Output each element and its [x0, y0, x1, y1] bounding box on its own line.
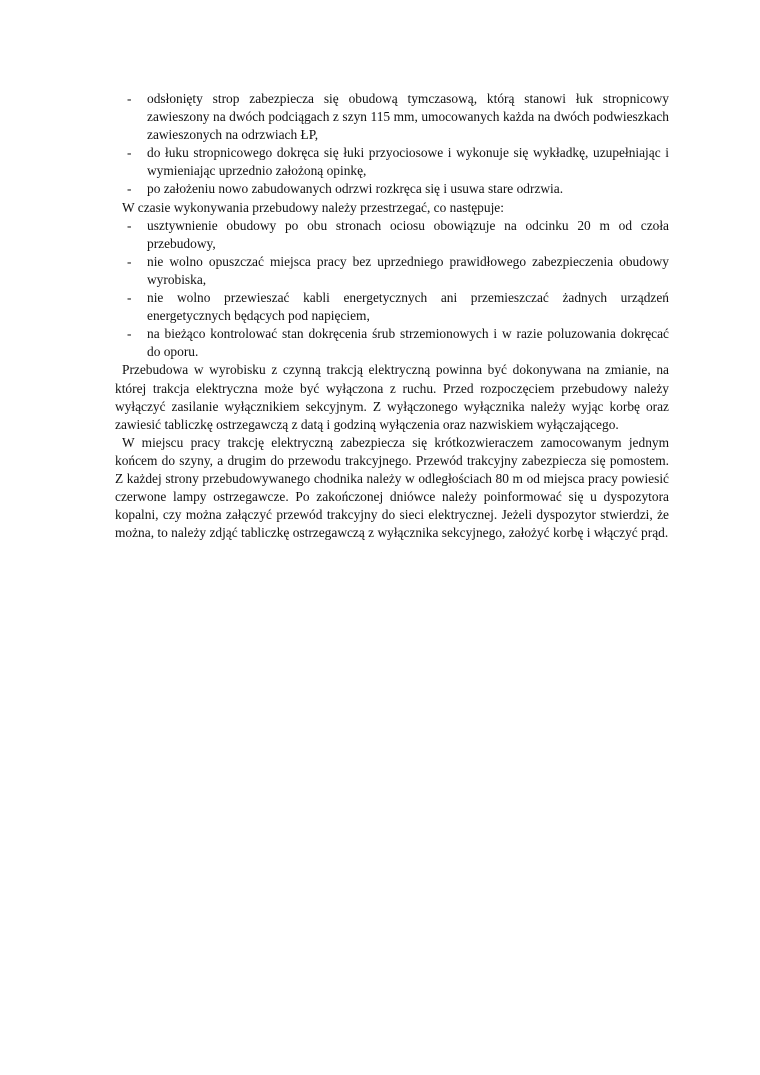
paragraph: Przebudowa w wyrobisku z czynną trakcją elektryczną powinna być dokonywana na zmianie, na której trakcja elektryczna może być wyłączona z ruchu. Przed rozpoczęciem przebudowy należy wyłączyć zasilanie wyłącznikiem sekcyjnym. Z wyłączonego wyłącznika należy wyjąc korbę oraz zawiesić tabliczkę ostrzegawczą z datą i godziną wyłączenia oraz nazwiskiem wyłączającego.: [115, 362, 669, 432]
list-item: - po założeniu nowo zabudowanych odrzwi rozkręca się i usuwa stare odrzwia.: [127, 180, 669, 198]
steps-list: [127, 90, 669, 199]
paragraph: W miejscu pracy trakcję elektryczną zabezpiecza się krótkozwieraczem zamocowanym jednym końcem do szyny, a drugim do przewodu trakcyjnego. Przewód trakcyjny zabezpiecza się pomostem. Z każdej strony przebudowywanego chodnika należy w odległościach 80 m od miejsca pracy powiesić czerwone lampy ostrzegawcze. Po zakończonej dniówce należy poinformować się u dyspozytora kopalni, czy można załączyć przewód trakcyjny do sieci elektrycznej. Jeżeli dyspozytor stwierdzi, że można, to należy zdjąć tabliczkę ostrzegawczą z wyłącznika sekcyjnego, założyć korbę i włączyć prąd.: [115, 434, 669, 541]
list-item: - do łuku stropnicowego dokręca się łuki przyociosowe i wykonuje się wykładkę, uzupełniając i wymieniając uprzednio założoną opinkę,: [127, 144, 669, 180]
list-item: - odsłonięty strop zabezpiecza się obudową tymczasową, którą stanowi łuk stropnicowy zawieszony na dwóch podciągach z szyn 115 mm, umocowanych każda na dwóch podwieszkach zawieszonych na odrzwiach ŁP,: [127, 90, 669, 144]
document-page: [115, 90, 669, 542]
list-item: - nie wolno opuszczać miejsca pracy bez uprzedniego prawidłowego zabezpieczenia obudowy wyrobiska,: [127, 253, 669, 289]
list-intro: W czasie wykonywania przebudowy należy przestrzegać, co następuje:: [122, 199, 504, 215]
list-item: - na bieżąco kontrolować stan dokręcenia śrub strzemionowych i w razie poluzowania dokręcać do oporu.: [127, 325, 669, 361]
rules-list: [127, 217, 669, 362]
list-item: - usztywnienie obudowy po obu stronach ociosu obowiązuje na odcinku 20 m od czoła przebudowy,: [127, 217, 669, 253]
list-item: - nie wolno przewieszać kabli energetycznych ani przemieszczać żadnych urządzeń energetycznych będących pod napięciem,: [127, 289, 669, 325]
